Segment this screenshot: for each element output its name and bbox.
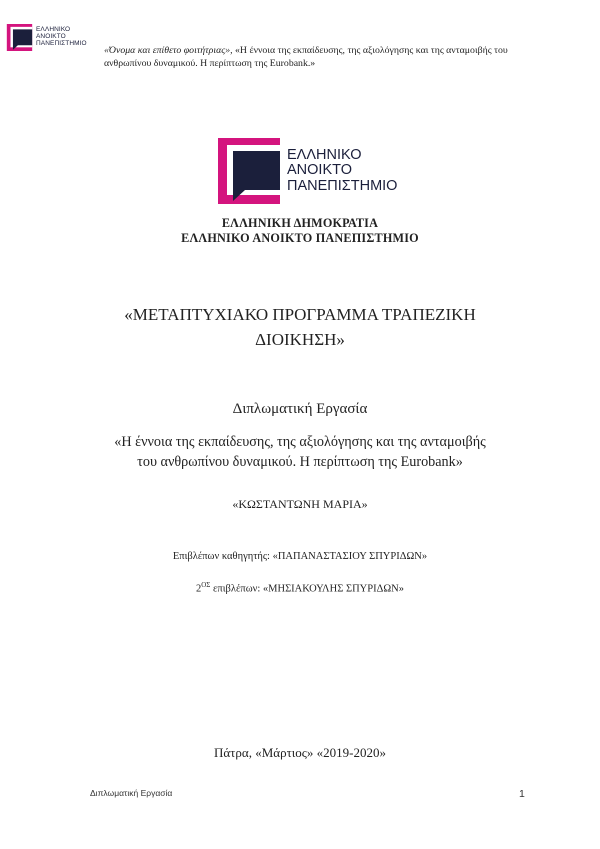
thesis-label: Διπλωματική Εργασία (232, 401, 368, 417)
thesis-title-line-1: «Η έννοια της εκπαίδευσης, της αξιολόγησης και της ανταμοιβής (114, 434, 486, 450)
author-name: «ΚΩΣΤΑΝΤΩΝΗ ΜΑΡΙΑ» (232, 497, 368, 511)
header-reference (104, 44, 544, 70)
thesis-title (0, 432, 600, 472)
program-title (0, 302, 600, 352)
eap-logo-icon (6, 24, 33, 51)
header-thesis-title: «Η έννοια της εκπαίδευσης, της αξιολόγησης και της ανταμοιβής του ανθρωπίνου δυναμικού. Η περίπτωση της Eurobank.» (104, 45, 508, 69)
program-line-1: «ΜΕΤΑΠΤΥΧΙΑΚΟ ΠΡΟΓΡΑΜΜΑ ΤΡΑΠΕΖΙΚΗ (124, 305, 476, 324)
main-logo-text: ΕΛΛΗΝΙΚΟ ΑΝΟΙΚΤΟ ΠΑΝΕΠΙΣΤΗΜΙΟ (287, 147, 398, 194)
primary-supervisor: Επιβλέπων καθηγητής: «ΠΑΠΑΝΑΣΤΑΣΙΟΥ ΣΠΥΡΙΔΩΝ» (172, 551, 428, 562)
footer-label: Διπλωματική Εργασία (90, 788, 173, 798)
place-date: Πάτρα, «Μάρτιος» «2019-2020» (213, 745, 387, 760)
institution-line-2: ΕΛΛΗΝΙΚΟ ΑΝΟΙΚΤΟ ΠΑΝΕΠΙΣΤΗΜΙΟ (181, 231, 419, 245)
thesis-title-line-2: του ανθρωπίνου δυναμικού. Η περίπτωση της Eurobank» (137, 454, 463, 470)
eap-logo-icon (218, 138, 280, 204)
main-logo (218, 138, 397, 204)
header-logo-text: ΕΛΛΗΝΙΚΟ ΑΝΟΙΚΤΟ ΠΑΝΕΠΙΣΤΗΜΙΟ (36, 26, 87, 47)
secondary-supervisor: $2^{O\Sigma}$ επιβλέπων: «ΜΗΣΙΑΚΟΥΛΗΣ ΣΠΥΡΙΔΩΝ» (196, 581, 404, 595)
student-name-placeholder: «Όνομα και επίθετο φοιτήτριας», (104, 45, 233, 56)
page-number: 1 (519, 788, 525, 800)
institution-line-1: ΕΛΛΗΝΙΚΗ ΔΗΜΟΚΡΑΤΙΑ (221, 216, 379, 230)
program-line-2: ΔΙΟΙΚΗΣΗ» (255, 330, 345, 349)
header-logo (6, 24, 87, 51)
institution-heading (0, 216, 600, 246)
